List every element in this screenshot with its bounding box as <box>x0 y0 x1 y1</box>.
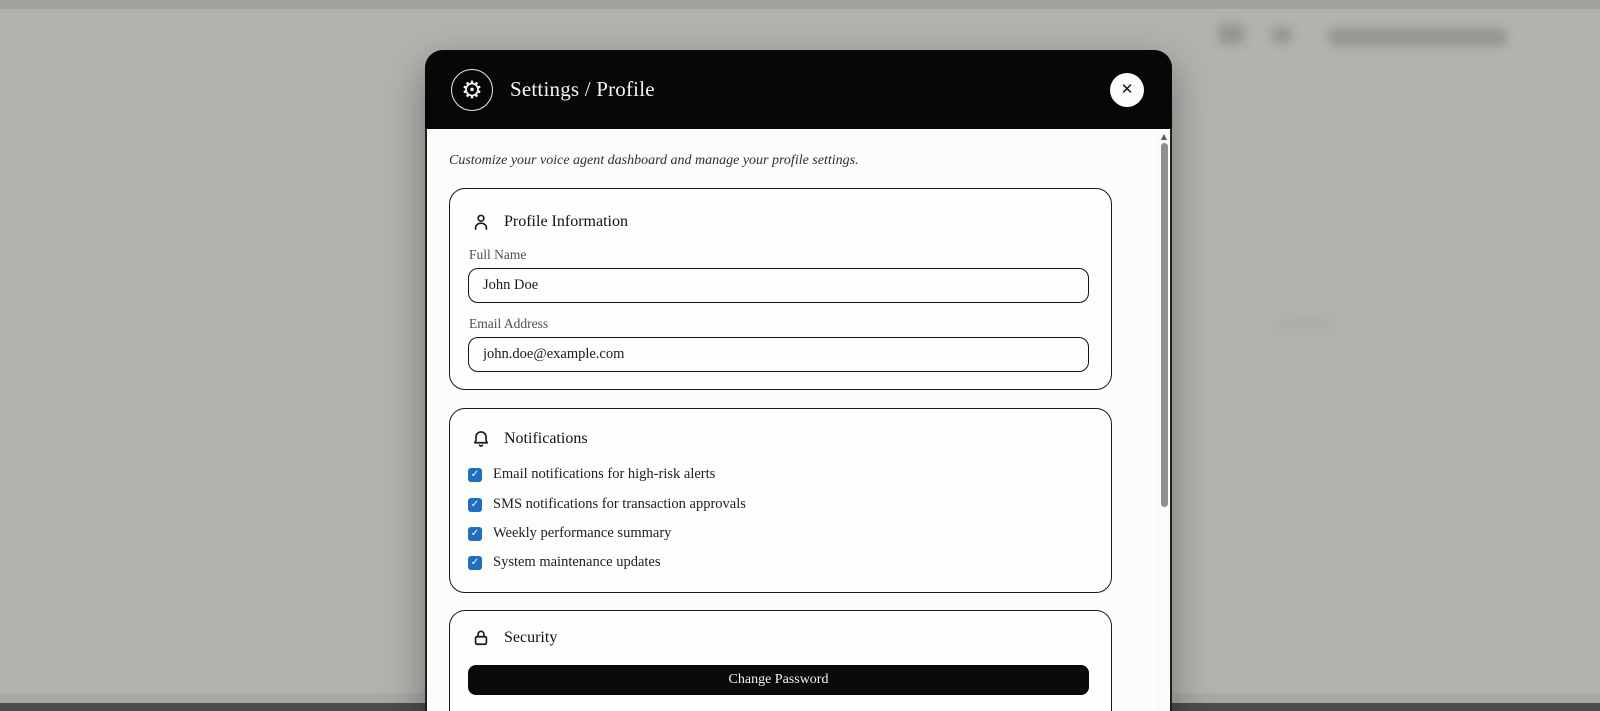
security-section-title: Security <box>504 629 558 646</box>
person-icon <box>471 212 491 232</box>
full-name-label: Full Name <box>469 247 527 262</box>
check-icon: ✓ <box>470 527 480 539</box>
scrollbar-up-arrow-icon[interactable]: ▲ <box>1160 132 1168 141</box>
lock-icon <box>471 628 491 648</box>
notifications-section-header <box>471 429 588 449</box>
change-password-button[interactable]: Change Password <box>468 665 1089 695</box>
settings-profile-modal <box>425 50 1172 711</box>
checkbox-weekly-summary[interactable] <box>468 527 482 541</box>
checkbox-maintenance-updates[interactable] <box>468 556 482 570</box>
security-card <box>449 610 1112 711</box>
notification-option-row <box>468 496 746 513</box>
background-top-strip <box>0 0 1600 9</box>
profile-information-card <box>449 188 1112 390</box>
modal-header <box>425 50 1172 129</box>
notifications-section-title: Notifications <box>504 430 588 447</box>
notification-option-row <box>468 525 671 542</box>
scrollbar-thumb[interactable] <box>1161 143 1168 507</box>
notification-option-row <box>468 554 661 571</box>
notification-option-row <box>468 466 715 483</box>
check-icon: ✓ <box>470 498 480 510</box>
email-address-input[interactable] <box>468 337 1089 372</box>
modal-title: Settings / Profile <box>510 77 655 101</box>
profile-section-header <box>471 212 628 232</box>
checkbox-sms-notifications[interactable] <box>468 498 482 512</box>
profile-section-title: Profile Information <box>504 213 628 230</box>
blurred-background-shape <box>1272 27 1292 43</box>
check-icon: ✓ <box>470 556 480 568</box>
full-name-input[interactable] <box>468 268 1089 303</box>
blurred-background-shape <box>1275 315 1335 335</box>
notification-option-label: System maintenance updates <box>493 554 661 570</box>
notification-option-label: SMS notifications for transaction approvals <box>493 496 746 512</box>
security-section-header <box>471 628 557 648</box>
close-button[interactable] <box>1110 73 1144 107</box>
blurred-background-shape <box>1218 24 1244 44</box>
email-address-label: Email Address <box>469 316 549 331</box>
gear-icon: ⚙ <box>451 69 493 111</box>
notification-option-label: Weekly performance summary <box>493 525 672 541</box>
blurred-background-bar <box>1328 28 1508 46</box>
modal-body <box>427 129 1170 711</box>
close-icon: ✕ <box>1120 80 1134 98</box>
check-icon: ✓ <box>470 468 480 480</box>
intro-text: Customize your voice agent dashboard and manage your profile settings. <box>449 153 859 168</box>
notifications-card <box>449 408 1112 593</box>
bell-icon <box>471 429 491 449</box>
notification-option-label: Email notifications for high-risk alerts <box>493 466 716 482</box>
checkbox-email-notifications[interactable] <box>468 468 482 482</box>
